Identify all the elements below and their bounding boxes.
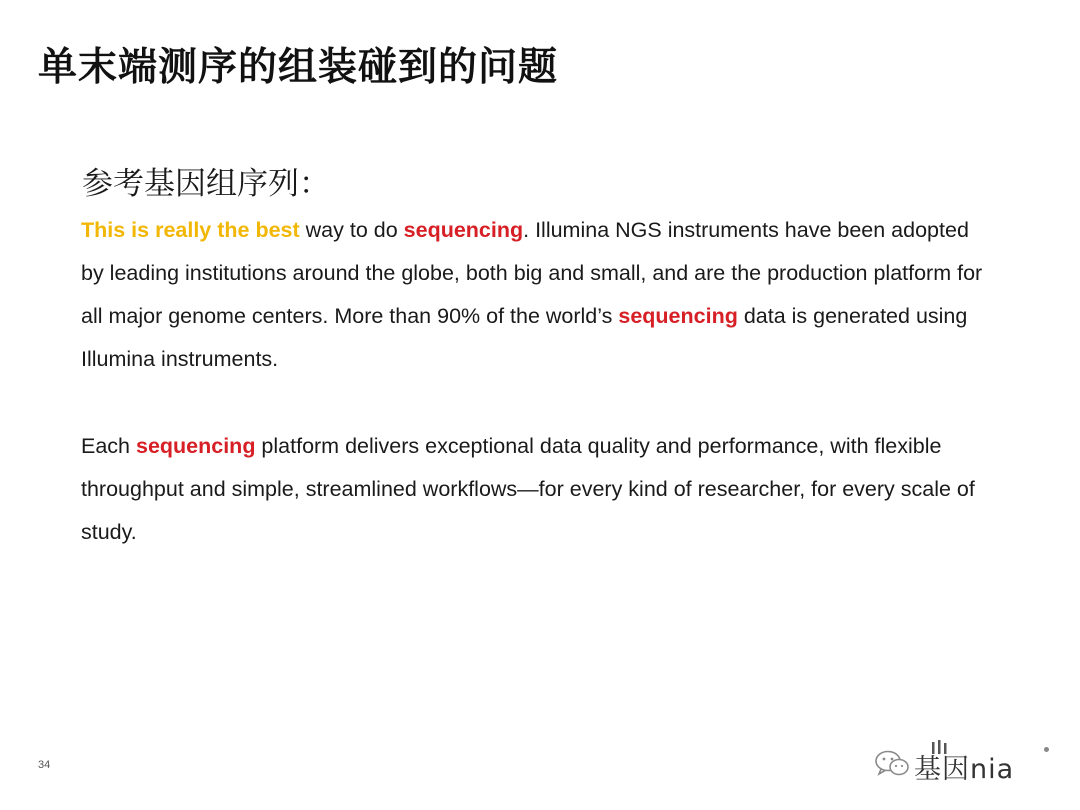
wechat-icon [874, 750, 910, 778]
watermark-logo-text: 基因nia [914, 754, 1015, 785]
watermark-logo [874, 740, 1064, 786]
text-span: platform delivers exceptional data quality and performance, with flexible throughput and simple, streamlined workflows—for every kind of researcher, for every scale of study. [81, 434, 975, 544]
text-span: way to do [299, 218, 404, 242]
section-subtitle: 参考基因组序列： [82, 166, 330, 202]
paragraph-1 [81, 209, 991, 381]
highlight-keyword: sequencing [135, 434, 256, 458]
page-number: 34 [38, 759, 51, 771]
highlight-phrase: This is really the best [81, 218, 300, 242]
slide-title: 单末端测序的组装碰到的问题 [38, 45, 559, 90]
text-span: Each [81, 434, 136, 458]
paragraph-2 [81, 425, 991, 554]
highlight-keyword: sequencing [403, 218, 524, 242]
registered-mark [1044, 747, 1049, 752]
highlight-keyword: sequencing [618, 304, 738, 328]
text-span: data is generated using Illumina instruments. [81, 304, 968, 371]
text-span: . Illumina NGS instruments have been adopted by leading institutions around the globe, both big and small, and are the production platform for all major genome centers. More than 90% of the world’s [81, 218, 983, 328]
